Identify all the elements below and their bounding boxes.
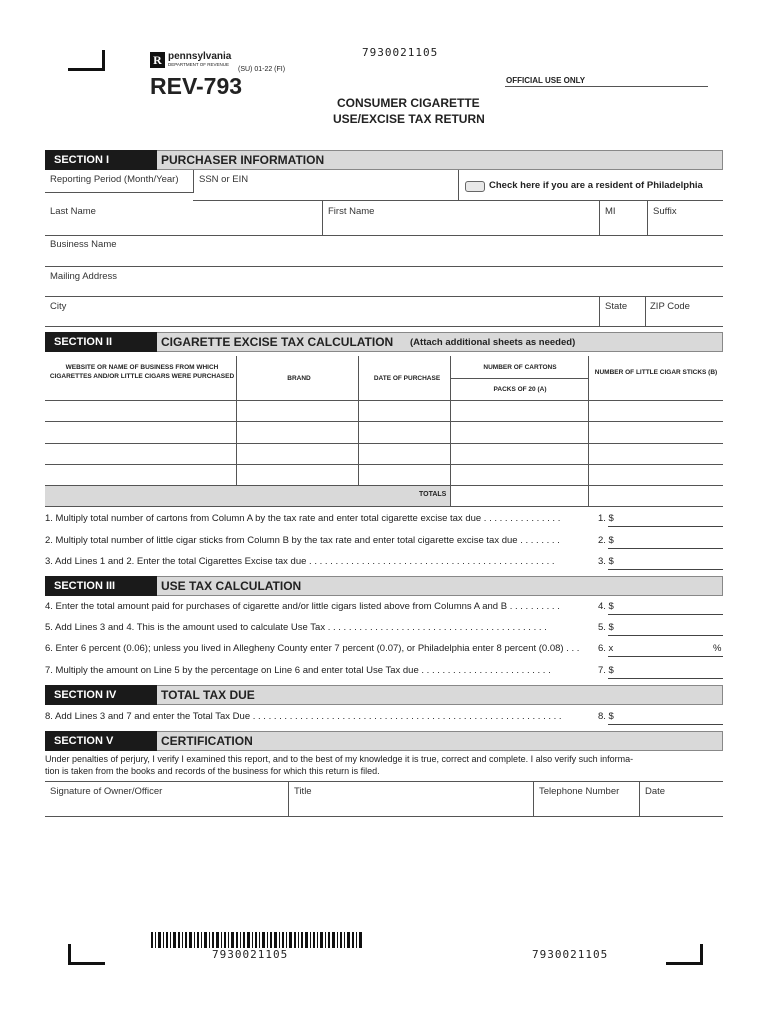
line6-percent: % — [713, 643, 722, 654]
line1-text: 1. Multiply total number of cartons from Column A by the tax rate and enter total cigarette excise tax due . . . . . . . . . . . . . . . — [45, 513, 561, 524]
line6-text: 6. Enter 6 percent (0.06); unless you lived in Allegheny County enter 7 percent (0.07), or Philadelphia enter 8 percent (0.08) . . . — [45, 643, 580, 654]
last-name-label[interactable]: Last Name — [50, 206, 96, 217]
col-brand-header: BRAND — [287, 375, 311, 382]
certification-line1: Under penalties of perjury, I verify I examined this report, and to the best of my knowledge it is true, correct and complete. I also verify such informa- — [45, 754, 634, 764]
state-label[interactable]: State — [605, 301, 628, 312]
section1-title: PURCHASER INFORMATION — [161, 153, 325, 167]
line5-text: 5. Add Lines 3 and 4. This is the amount used to calculate Use Tax . . . . . . . . . . . . . . . . . . . . . . . . . . . . . . . . . . . . . . . . . . — [45, 622, 547, 633]
line2-answer[interactable] — [608, 548, 723, 549]
philadelphia-checkbox[interactable] — [465, 181, 485, 192]
col-cartons-header: NUMBER OF CARTONS — [483, 364, 557, 371]
purchase-table — [45, 356, 723, 506]
section2-note: (Attach additional sheets as needed) — [410, 337, 576, 348]
pa-keystone-icon: R — [150, 52, 165, 68]
line4-text: 4. Enter the total amount paid for purchases of cigarette and/or little cigars listed above from Columns A and B . . . . . . . . . . — [45, 601, 560, 612]
line2-number: 2. $ — [598, 535, 614, 546]
form-title-line1: CONSUMER CIGARETTE — [337, 96, 480, 110]
agency-dept: DEPARTMENT OF REVENUE — [168, 62, 230, 67]
doc-code-top: 7930021105 — [362, 46, 439, 59]
corner-mark-bottom-left — [68, 944, 105, 965]
mi-label[interactable]: MI — [605, 206, 616, 217]
certification-line2: tion is taken from the books and records of the business for which this return is filed. — [45, 766, 380, 776]
line8-text: 8. Add Lines 3 and 7 and enter the Total Tax Due . . . . . . . . . . . . . . . . . . . . . . . . . . . . . . . . . . . . . . . . . . . . . . . . . . . . . . . . . . . — [45, 711, 562, 722]
corner-mark-bottom-right — [666, 944, 703, 965]
reporting-period-label: Reporting Period (Month/Year) — [50, 174, 179, 185]
line3-number: 3. $ — [598, 556, 614, 567]
corner-mark-top-left — [68, 50, 105, 71]
section4-label: SECTION IV — [45, 685, 157, 705]
date-label[interactable]: Date — [645, 786, 666, 797]
line6-number: 6. x — [598, 643, 614, 654]
line7-number: 7. $ — [598, 665, 614, 676]
barcode-code: 7930021105 — [212, 948, 289, 961]
form-title-line2: USE/EXCISE TAX RETURN — [333, 112, 485, 126]
line3-text: 3. Add Lines 1 and 2. Enter the total Cigarettes Excise tax due . . . . . . . . . . . . . . . . . . . . . . . . . . . . . . . . . . . . . . . . . . . . . . . — [45, 556, 555, 567]
signature-label[interactable]: Signature of Owner/Officer — [50, 786, 163, 797]
line4-answer[interactable] — [608, 614, 723, 615]
section5-title: CERTIFICATION — [161, 734, 253, 748]
telephone-label[interactable]: Telephone Number — [539, 786, 620, 797]
table-row[interactable] — [45, 443, 723, 444]
line7-text: 7. Multiply the amount on Line 5 by the percentage on Line 6 and enter total Use Tax due . . . . . . . . . . . . . . . . . . . . . . . . . — [45, 665, 551, 676]
ssn-ein-label: SSN or EIN — [199, 174, 249, 185]
agency-name: pennsylvania — [168, 51, 232, 62]
section4-title: TOTAL TAX DUE — [161, 688, 255, 702]
line6-answer[interactable] — [608, 656, 723, 657]
title-label[interactable]: Title — [294, 786, 312, 797]
city-label[interactable]: City — [50, 301, 67, 312]
zip-label[interactable]: ZIP Code — [650, 301, 690, 312]
code-bottom-right: 7930021105 — [532, 948, 609, 961]
line3-answer[interactable] — [608, 569, 723, 570]
first-name-label[interactable]: First Name — [328, 206, 375, 217]
section3-label: SECTION III — [45, 576, 157, 596]
table-row[interactable] — [45, 421, 723, 422]
line1-answer[interactable] — [608, 526, 723, 527]
section3-title: USE TAX CALCULATION — [161, 579, 302, 593]
section2-title: CIGARETTE EXCISE TAX CALCULATION — [161, 335, 394, 349]
totals-label: TOTALS — [419, 491, 447, 498]
section5-label: SECTION V — [45, 731, 157, 751]
form-number: REV-793 — [150, 73, 243, 99]
col-website-header: WEBSITE OR NAME OF BUSINESS FROM WHICH CIGARETTES AND/OR LITTLE CIGARS WERE PURCHASED — [49, 364, 235, 380]
barcode — [151, 932, 363, 948]
line4-number: 4. $ — [598, 601, 614, 612]
col-sticks-header: NUMBER OF LITTLE CIGAR STICKS (B) — [594, 369, 718, 376]
line5-number: 5. $ — [598, 622, 614, 633]
business-name-label[interactable]: Business Name — [50, 239, 117, 250]
line8-number: 8. $ — [598, 711, 614, 722]
philadelphia-check-label: Check here if you are a resident of Philadelphia — [489, 180, 703, 191]
col-date-header: DATE OF PURCHASE — [373, 375, 441, 382]
col-packs-header: PACKS OF 20 (A) — [493, 386, 547, 393]
form-revision: (SU) 01-22 (FI) — [238, 66, 286, 73]
section2-label: SECTION II — [45, 332, 157, 352]
line2-text: 2. Multiply total number of little cigar sticks from Column B by the tax rate and enter total cigarette excise tax due . . . . . . . . — [45, 535, 560, 546]
mailing-address-label[interactable]: Mailing Address — [50, 271, 118, 282]
section1-label: SECTION I — [45, 150, 157, 170]
suffix-label[interactable]: Suffix — [653, 206, 677, 217]
official-use-line — [505, 86, 708, 87]
official-use-label: OFFICIAL USE ONLY — [506, 76, 586, 85]
line8-answer[interactable] — [608, 724, 723, 725]
line5-answer[interactable] — [608, 635, 723, 636]
line1-number: 1. $ — [598, 513, 614, 524]
line7-answer[interactable] — [608, 678, 723, 679]
table-row[interactable] — [45, 464, 723, 465]
